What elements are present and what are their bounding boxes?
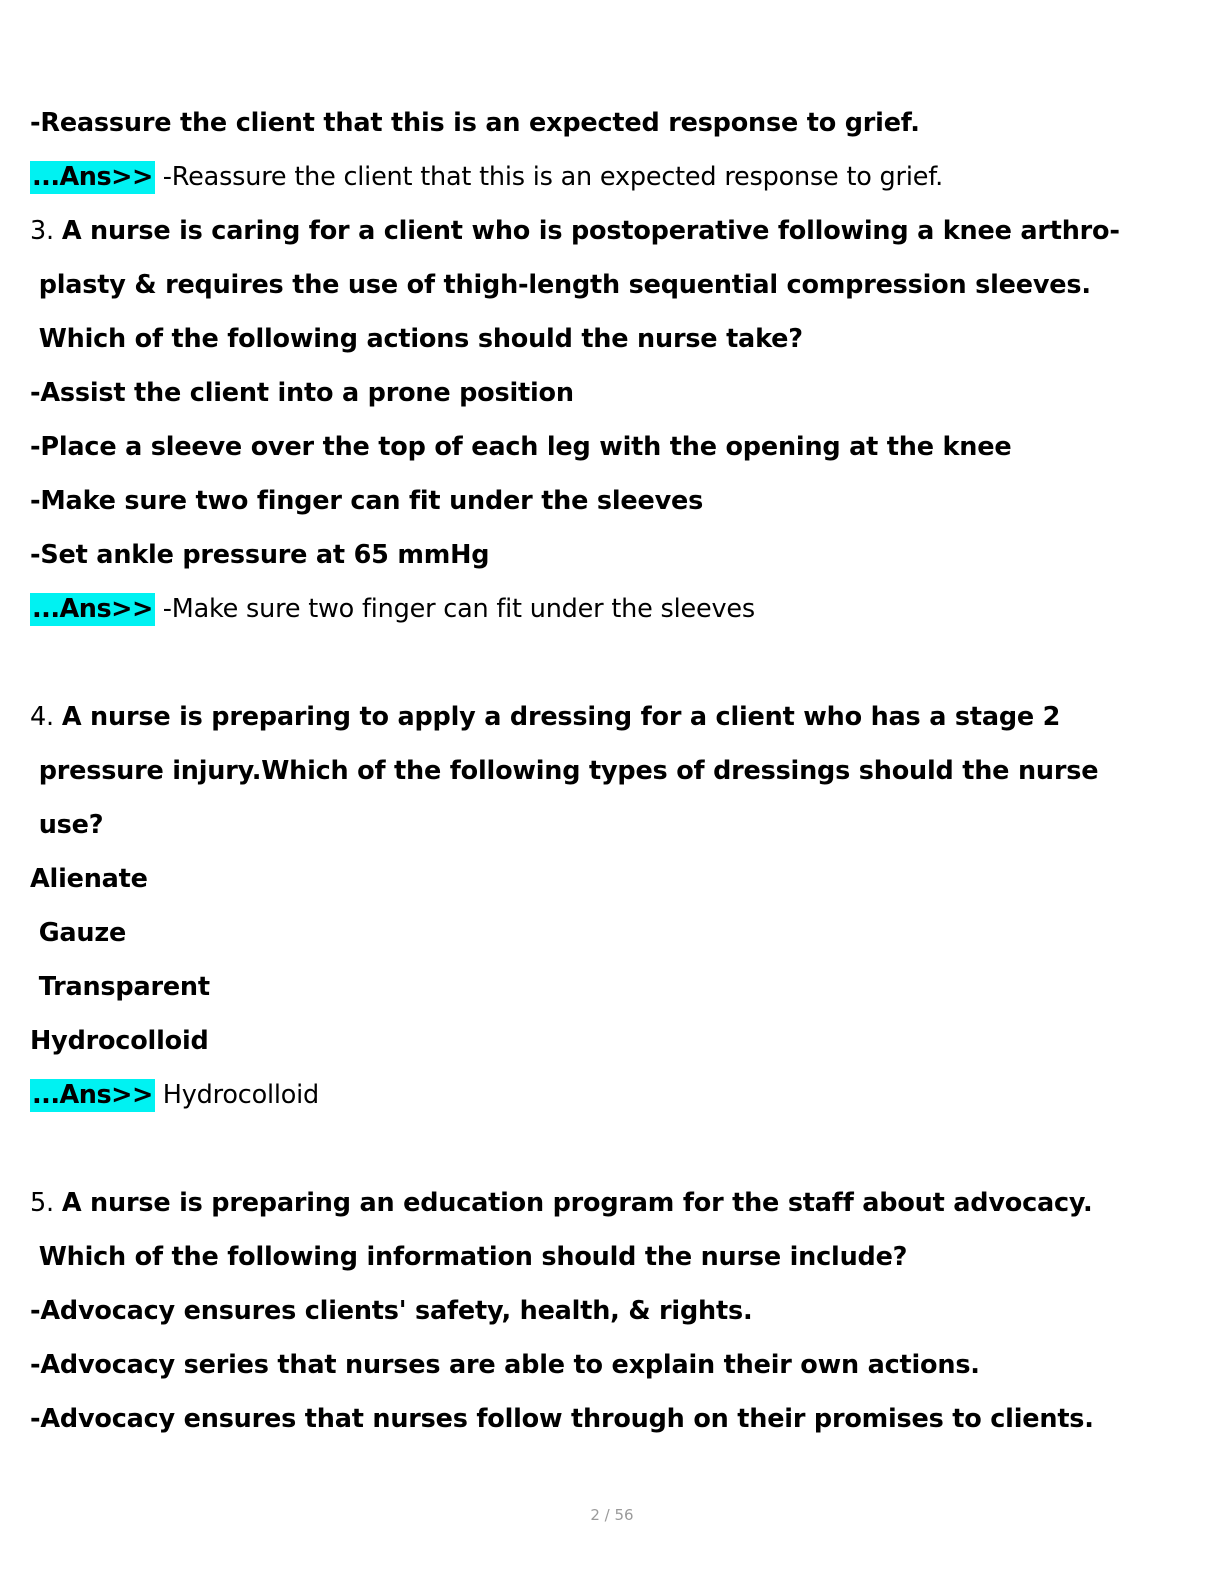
question-5-stem-text-1: A nurse is preparing an education program for the staff about advocacy. [61,1188,1093,1218]
question-3-answer-line [30,582,1164,636]
question-4-stem-line-2: pressure injury.Which of the following types of dressings should the nurse [30,756,1099,786]
question-3-option-2: -Place a sleeve over the top of each leg with the opening at the knee [30,432,1012,462]
question-4-option-4: Hydrocolloid [30,1026,209,1056]
question-4-stem-line-1 [30,690,1164,744]
answer-label: ...Ans>> [32,594,153,624]
question-4-stem-line-3: use? [30,810,104,840]
question-4-option-2: Gauze [30,918,127,948]
question-5-stem-line-1 [30,1176,1164,1230]
answer-label: ...Ans>> [32,162,153,192]
question-4-stem-text-1: A nurse is preparing to apply a dressing for a client who has a stage 2 [61,702,1061,732]
question-5-option-3: -Advocacy ensures that nurses follow through on their promises to clients. [30,1404,1094,1434]
question-3-stem-line-2: plasty & requires the use of thigh-length sequential compression sleeves. [30,270,1091,300]
question-4-option-1: Alienate [30,864,148,894]
question-5-number: 5. [30,1188,62,1218]
question-2-option-last: -Reassure the client that this is an expected response to grief. [30,108,920,138]
question-3-option-4: -Set ankle pressure at 65 mmHg [30,540,490,570]
answer-value: -Make sure two finger can fit under the sleeves [154,594,755,624]
question-5-option-2: -Advocacy series that nurses are able to explain their own actions. [30,1350,980,1380]
question-3-stem-line-1 [30,204,1164,258]
question-4-number: 4. [30,702,62,732]
question-3-option-1: -Assist the client into a prone position [30,378,574,408]
question-5-stem-line-2: Which of the following information should the nurse include? [30,1242,908,1272]
answer-label: ...Ans>> [32,1080,153,1110]
page-number-footer: 2 / 56 [590,1506,634,1524]
answer-value: Hydrocolloid [154,1080,320,1110]
question-3-option-3: -Make sure two finger can fit under the sleeves [30,486,704,516]
question-3-stem-line-3: Which of the following actions should the nurse take? [30,324,803,354]
spacer [30,1122,1164,1176]
question-4-answer-line [30,1068,1164,1122]
question-4-option-3: Transparent [30,972,210,1002]
question-5-option-1: -Advocacy ensures clients' safety, health, & rights. [30,1296,753,1326]
spacer [30,636,1164,690]
question-3-stem-text-1: A nurse is caring for a client who is postoperative following a knee arthro- [61,216,1120,246]
answer-value: -Reassure the client that this is an expected response to grief. [154,162,944,192]
question-2-answer-line [30,150,1164,204]
question-3-number: 3. [30,216,62,246]
